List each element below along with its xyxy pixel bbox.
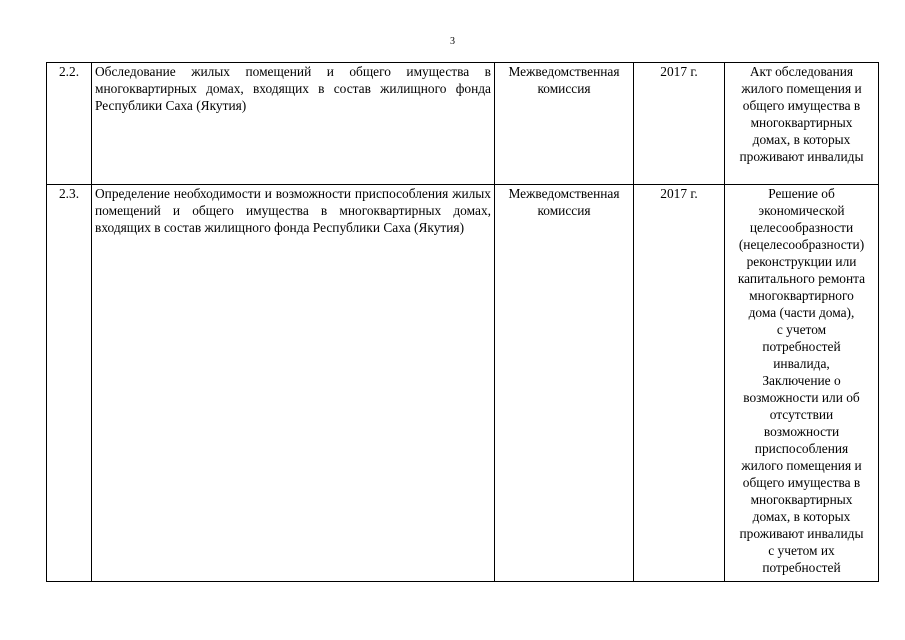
deadline-cell xyxy=(634,63,725,185)
deadline-text: 2017 г. xyxy=(660,64,698,79)
action-cell xyxy=(92,63,495,185)
item-number: 2.2. xyxy=(58,64,80,79)
measures-table xyxy=(46,62,879,582)
item-number-cell xyxy=(47,185,92,582)
result-cell xyxy=(725,63,879,185)
executor-text: Межведомственная комиссия xyxy=(508,186,620,218)
result-cell xyxy=(725,185,879,582)
action-text: Определение необходимости и возможности приспособления жилых помещений и общего имущества в многоквартирных домах, входящих в состав жилищного фонда Республики Саха (Якутия) xyxy=(95,186,491,235)
item-number: 2.3. xyxy=(58,186,80,201)
result-text: Акт обследования жилого помещения и общего имущества в многоквартирных домах, в которых проживают инвалиды xyxy=(739,64,864,164)
action-text: Обследование жилых помещений и общего имущества в многоквартирных домах, входящих в состав жилищного фонда Республики Саха (Якутия) xyxy=(95,64,491,113)
page-number: 3 xyxy=(450,36,455,47)
table-row xyxy=(47,185,879,582)
item-number-cell xyxy=(47,63,92,185)
deadline-cell xyxy=(634,185,725,582)
executor-cell xyxy=(495,63,634,185)
executor-cell xyxy=(495,185,634,582)
action-cell xyxy=(92,185,495,582)
table-row xyxy=(47,63,879,185)
deadline-text: 2017 г. xyxy=(660,186,698,201)
result-text: Решение об экономической целесообразности (нецелесообразности) реконструкции или капитального ремонта многоквартирного дома (части дома), с учетом потребностей инвалида, Заключение о возможности или об отсутствии возможности приспособления жилого помещения и общего имущества в многоквартирных домах, в которых проживают инвалиды с учетом их потребностей xyxy=(737,186,866,575)
executor-text: Межведомственная комиссия xyxy=(508,64,620,96)
